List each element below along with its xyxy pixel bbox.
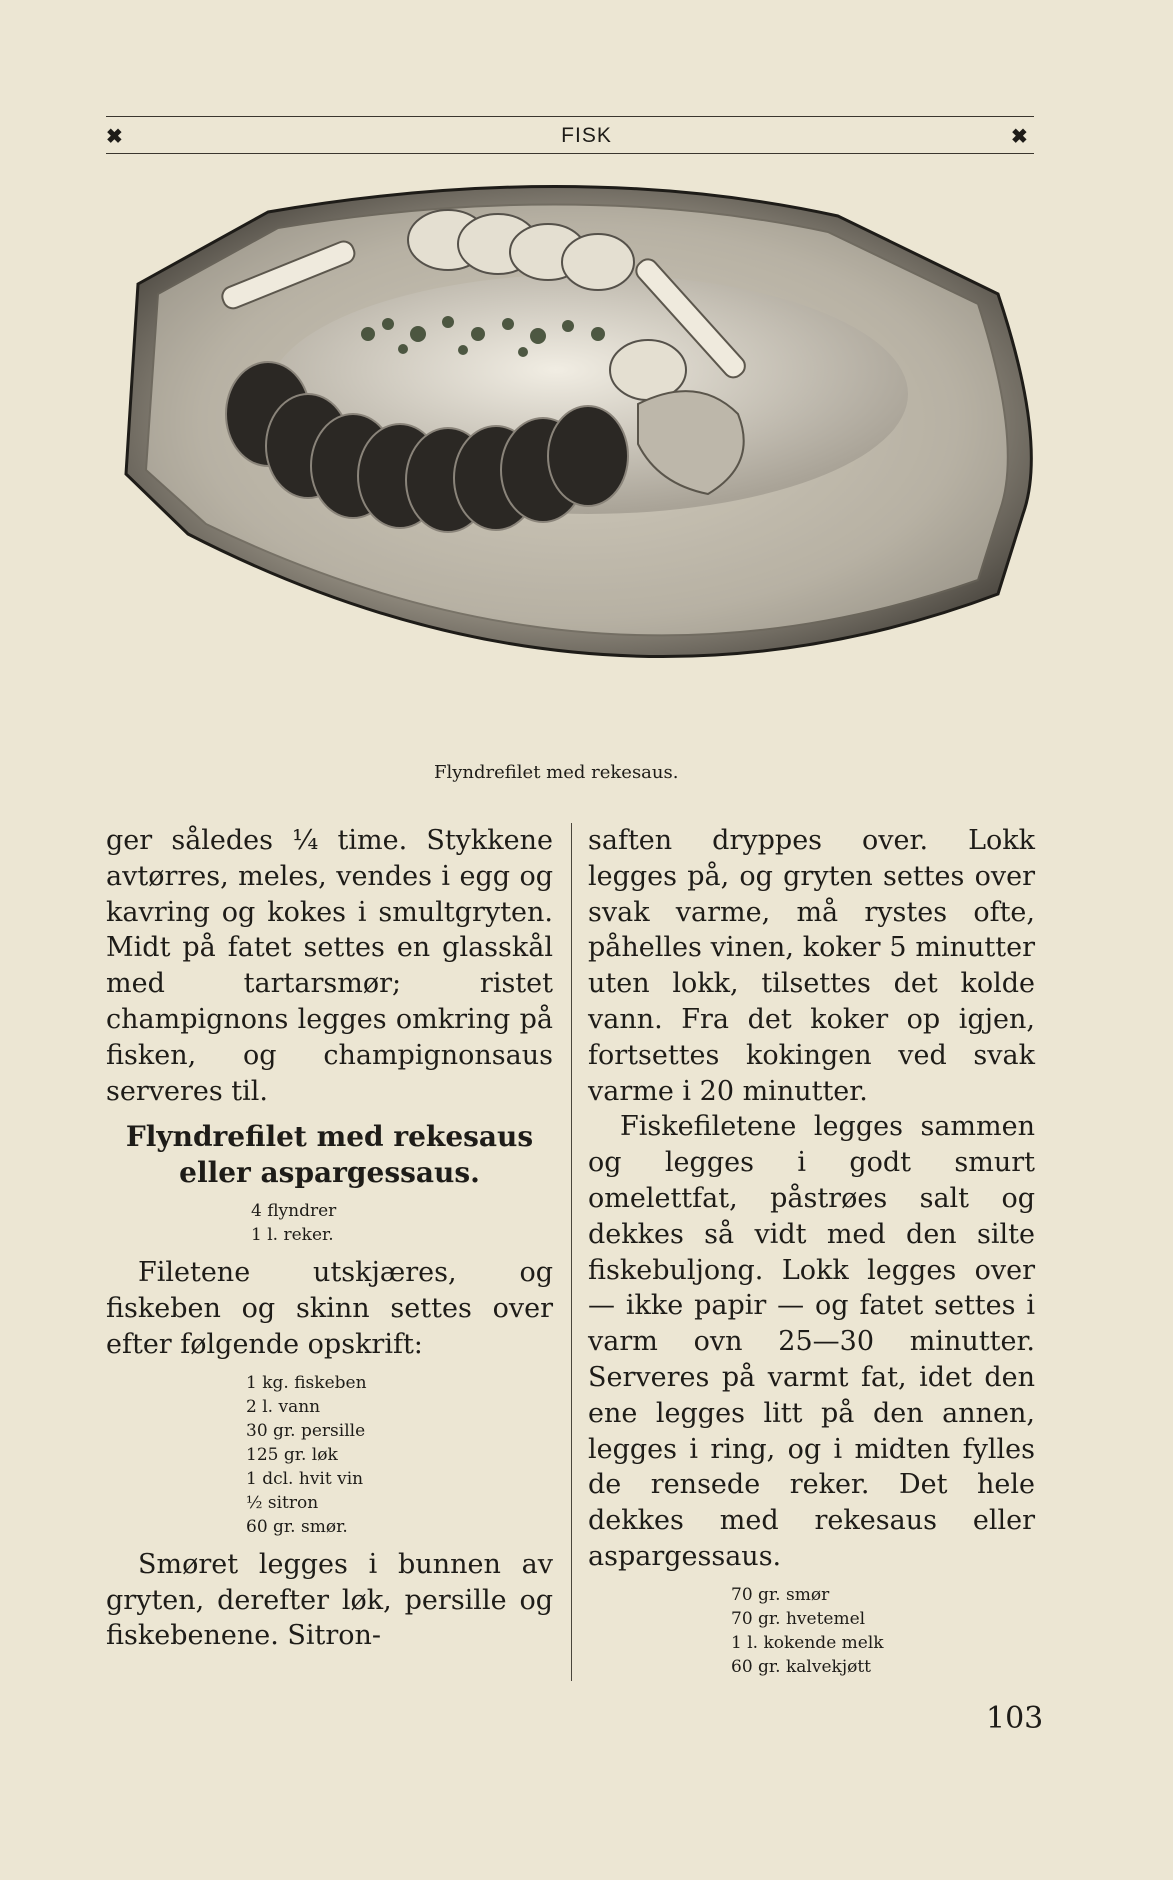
- header-rule-bottom: [106, 153, 1034, 154]
- ingredient-item: 1 kg. fiskeben: [246, 1372, 367, 1393]
- ingredient-item: 1 l. kokende melk: [731, 1632, 884, 1653]
- ingredient-list: [106, 1371, 553, 1539]
- ingredient-item: ½ sitron: [246, 1492, 319, 1513]
- page-number: 103: [986, 1701, 1044, 1736]
- header-rule-top: [106, 116, 1034, 117]
- paragraph: Smøret legges i bunnen av gryten, derefter løk, persille og fiskebenene. Sitron-: [106, 1548, 553, 1652]
- running-head: FISK: [561, 124, 612, 147]
- figure-caption: Flyndrefilet med rekesaus.: [434, 762, 679, 783]
- recipe-heading-line: Flyndrefilet med rekesaus: [125, 1120, 534, 1154]
- recipe-heading-line: eller aspargessaus.: [179, 1156, 480, 1190]
- dish-photograph: [118, 184, 1044, 730]
- ingredient-item: 70 gr. hvetemel: [731, 1608, 866, 1629]
- ingredient-item: 60 gr. kalvekjøtt: [731, 1656, 871, 1677]
- header-ornament-left: ✖: [106, 124, 123, 148]
- ingredient-item: 4 flyndrer: [251, 1201, 337, 1222]
- right-column: [588, 823, 1035, 1687]
- ingredient-item: 70 gr. smør: [731, 1584, 830, 1605]
- ingredient-item: 1 dcl. hvit vin: [246, 1468, 364, 1489]
- paragraph: saften dryppes over. Lokk legges på, og gryten settes over svak varme, må rystes ofte, påhelles vinen, koker 5 minutter uten lokk, tilsettes det kolde vann. Fra det koker op igjen, fortsettes kokingen ved svak varme i 20 minutter.: [588, 825, 1035, 1107]
- ingredient-item: 2 l. vann: [246, 1396, 321, 1417]
- column-divider: [571, 823, 572, 1681]
- paragraph: ger således ¼ time. Stykkene avtørres, meles, vendes i egg og kavring og kokes i smultgryten. Midt på fatet settes en glasskål med tartarsmør; ristet champignons legges omkring på fisken, og champignonsaus serveres til.: [106, 825, 553, 1107]
- ingredient-item: 30 gr. persille: [246, 1420, 366, 1441]
- ingredient-item: 125 gr. løk: [246, 1444, 338, 1465]
- left-column: [106, 823, 553, 1654]
- ingredient-item: 60 gr. smør.: [246, 1516, 348, 1537]
- ingredient-list: [588, 1583, 1035, 1679]
- paragraph: Filetene utskjæres, og fiskeben og skinn settes over efter følgende opskrift:: [106, 1257, 553, 1360]
- paragraph: Fiskefiletene legges sammen og legges i godt smurt omelettfat, påstrøes salt og dekkes så vidt med den silte fiskebuljong. Lokk legges over — ikke papir — og fatet settes i varm ovn 25—30 minutter. Serveres på varmt fat, idet den ene legges litt på den annen, legges i ring, og i midten fylles de rensede reker. Det hele dekkes med rekesaus eller aspargessaus.: [588, 1111, 1035, 1572]
- ingredient-item: 1 l. reker.: [251, 1225, 334, 1246]
- header-ornament-right: ✖: [1011, 124, 1028, 148]
- recipe-heading: [106, 1119, 553, 1191]
- ingredient-list: [106, 1199, 553, 1247]
